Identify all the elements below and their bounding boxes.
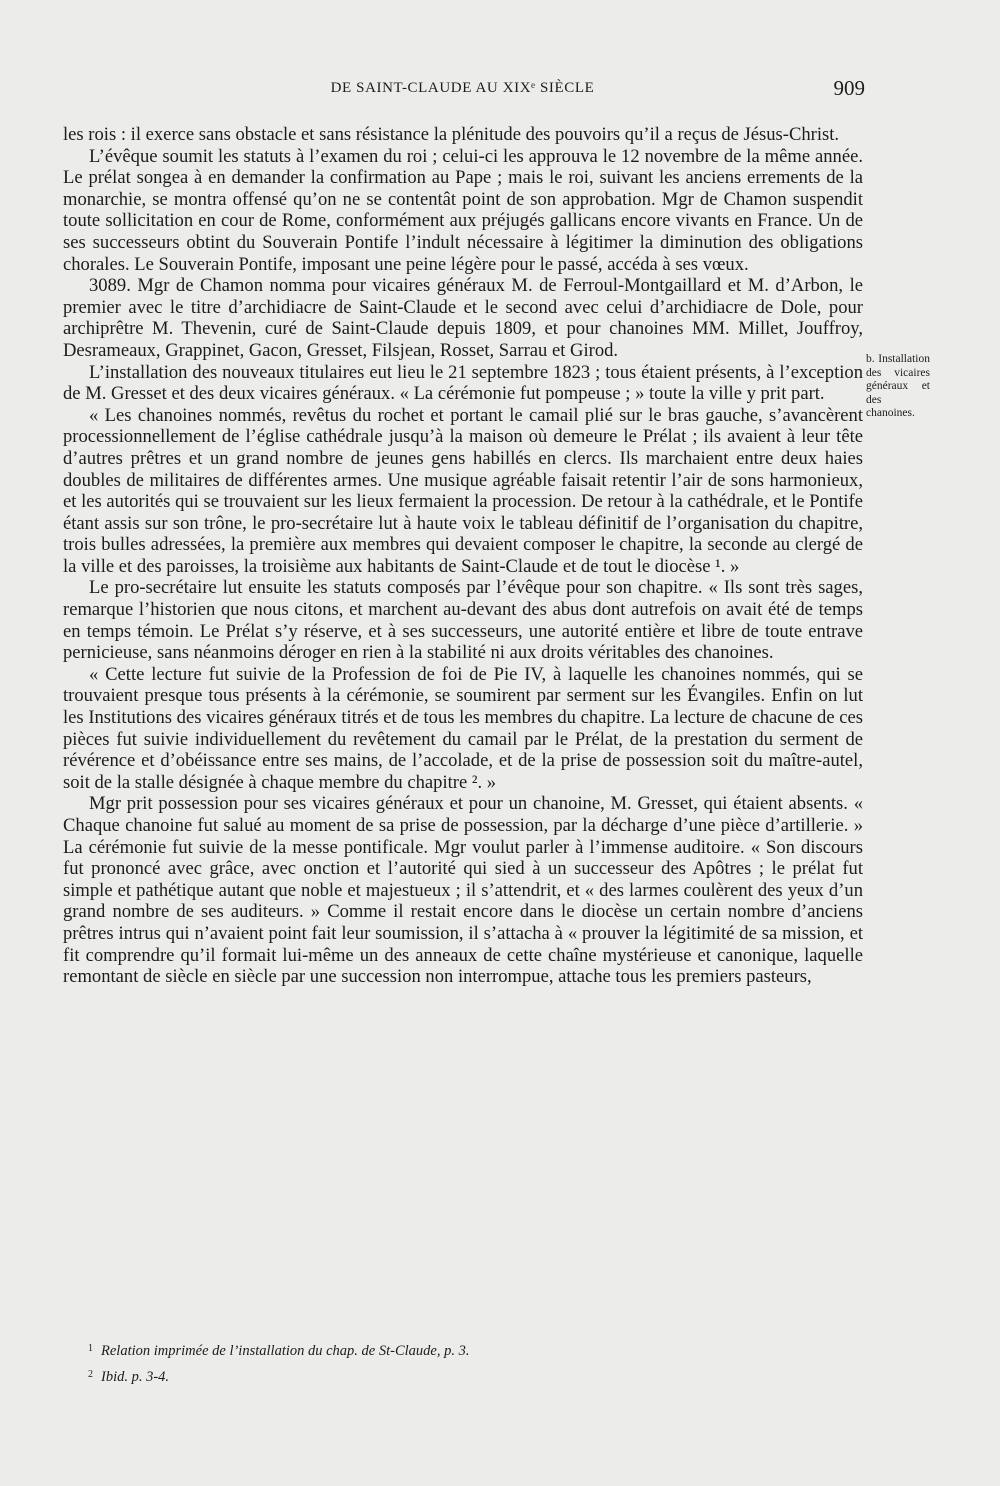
paragraph: Le pro-secrétaire lut ensuite les statuts composés par l’évêque pour son chapitre. « Ils sont très sages, remarque l’historien que nous citons, et marchent au-devant des abus dont autrefois on avait été de temps en temps témoin. Le Prélat s’y réserve, et à ses successeurs, une autorité entière et libre de toute entrave pernicieuse, sans néanmoins déroger en rien à la stabilité ni aux droits véritables des chanoines. xyxy=(63,577,863,664)
footnote-text: Ibid. p. 3-4. xyxy=(101,1369,170,1385)
paragraph: L’installation des nouveaux titulaires eut lieu le 21 septembre 1823 ; tous étaient présents, à l’exception de M. Gresset et des deux vicaires généraux. « La cérémonie fut pompeuse ; » toute la ville y prit part. xyxy=(63,361,863,405)
paragraph: L’évêque soumit les statuts à l’examen du roi ; celui-ci les approuva le 12 novembre de la même année. Le prélat songea à en demander la confirmation au Pape ; mais le roi, suivant les anciens errements de la monarchie, se montra offensé qu’on ne se contentât point de son approbation. Mgr de Chamon suspendit toute sollicitation en cour de Rome, conformément aux préjugés gallicans encore vivants en France. Un de ses successeurs obtint du Souverain Pontife l’indult nécessaire à légitimer la diminution des obligations chorales. Le Souverain Pontife, imposant une peine légère pour le passé, accéda à ses vœux. xyxy=(63,145,863,275)
margin-note: b. Installation des vicaires généraux et des chanoines. xyxy=(866,353,930,420)
paragraph: 3089. Mgr de Chamon nomma pour vicaires généraux M. de Ferroul-Montgaillard et M. d’Arbon, le premier avec le titre d’archidiacre de Saint-Claude et le second avec celui d’archidiacre de Dole, pour archiprêtre M. Thevenin, curé de Saint-Claude depuis 1809, et pour chanoines MM. Millet, Jouffroy, Desrameaux, Grappinet, Gacon, Gresset, Filsjean, Rosset, Sarrau et Girod. xyxy=(63,275,863,361)
page-number: 909 xyxy=(833,76,865,100)
footnote-number: 2 xyxy=(88,1369,93,1380)
footnotes xyxy=(88,1337,848,1389)
paragraph: « Cette lecture fut suivie de la Profession de foi de Pie IV, à laquelle les chanoines nommés, qui se trouvaient presque tous présents à la cérémonie, se soumirent par serment sur les Évangiles. Enfin on lut les Institutions des vicaires généraux titrés et de tous les membres du chapitre. La lecture de chacune de ces pièces fut suivie individuellement du revêtement du camail par le Prélat, de la prestation du serment de révérence et d’obéissance entre ses mains, de l’accolade, et de la prise de possession soit du maître-autel, soit de la stalle désignée à chaque membre du chapitre ². » xyxy=(63,663,863,793)
footnote xyxy=(88,1337,848,1363)
footnote-number: 1 xyxy=(88,1343,93,1354)
main-text xyxy=(63,124,863,988)
paragraph: les rois : il exerce sans obstacle et sans résistance la plénitude des pouvoirs qu’il a reçus de Jésus-Christ. xyxy=(63,124,840,145)
footnote xyxy=(88,1363,848,1389)
running-title: DE SAINT-CLAUDE AU XIXᵉ SIÈCLE xyxy=(330,80,595,96)
paragraph: « Les chanoines nommés, revêtus du rochet et portant le camail plié sur le bras gauche, s’avancèrent processionnellement de l’église cathédrale jusqu’à la maison où demeure le Prélat ; ils avaient à leur tête d’autres prêtres et un grand nombre de jeunes gens habillés en clercs. Ils marchaient entre deux haies doubles de militaires de différentes armes. Une musique agréable faisait retentir l’air de sons harmonieux, et les autorités qui se trouvaient sur les lieux fermaient la procession. De retour à la cathédrale, et le Pontife étant assis sur son trône, le pro-secrétaire lut à haute voix le tableau définitif de l’organisation du chapitre, trois bulles adressées, la première aux membres qui devaient composer le chapitre, la seconde au clergé de la ville et des paroisses, la troisième aux habitants de Saint-Claude et de tout le diocèse ¹. » xyxy=(63,404,863,577)
footnote-text: Relation imprimée de l’installation du chap. de St-Claude, p. 3. xyxy=(101,1343,470,1359)
page-header xyxy=(60,76,865,104)
paragraph: Mgr prit possession pour ses vicaires généraux et pour un chanoine, M. Gresset, qui étaient absents. « Chaque chanoine fut salué au moment de sa prise de possession, par la décharge d’une pièce d’artillerie. » La cérémonie fut suivie de la messe pontificale. Mgr voulut parler à l’immense auditoire. « Son discours fut prononcé avec grâce, avec onction et l’autorité qui sied à un successeur des Apôtres ; le prélat fut simple et pathétique autant que noble et majestueux ; il s’attendrit, et « des larmes coulèrent des yeux d’un grand nombre de ses auditeurs. » Comme il restait encore dans le diocèse un certain nombre d’anciens prêtres intrus qui n’avaient point fait leur soumission, il s’attacha à « prouver la légitimité de sa mission, et fit comprendre qu’il formait lui-même un des anneaux de cette chaîne mystérieuse et canonique, laquelle remontant de siècle en siècle par une succession non interrompue, attache tous les premiers pasteurs, xyxy=(63,793,863,988)
